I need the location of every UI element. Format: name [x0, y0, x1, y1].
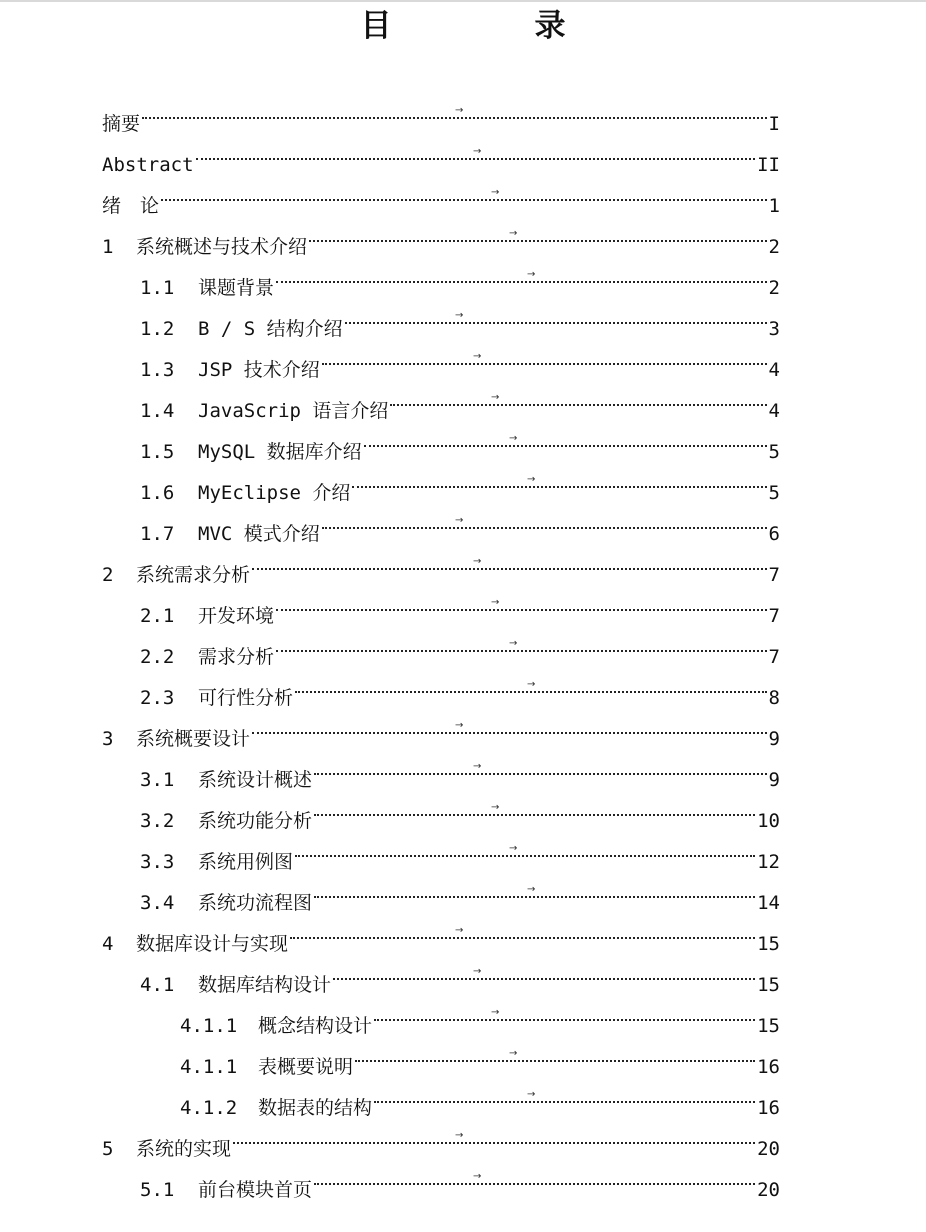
toc-entry-number: 3.1: [140, 769, 175, 791]
toc-entry[interactable]: [102, 909, 780, 955]
toc-entry-label: JSP 技术介绍: [198, 359, 320, 381]
toc-entry[interactable]: [102, 499, 780, 545]
tab-arrow-icon: →: [473, 556, 482, 567]
toc-entry[interactable]: [102, 581, 780, 627]
toc-entry-page: 1: [768, 195, 780, 217]
dot-leader: [252, 540, 767, 581]
toc-entry-page: I: [768, 113, 780, 135]
tab-arrow-icon: →: [491, 392, 500, 403]
toc-entry-page: 9: [768, 769, 780, 791]
toc-entry-page: 3: [768, 318, 780, 340]
toc-entry-page: 8: [768, 687, 780, 709]
dot-leader: [374, 1073, 755, 1114]
tab-arrow-icon: →: [455, 720, 464, 731]
dot-leader: [314, 1155, 755, 1196]
toc-entry[interactable]: [102, 663, 780, 709]
toc-entry[interactable]: [102, 212, 780, 258]
toc-entry-label: 系统功能分析: [198, 810, 313, 832]
dot-leader: [276, 253, 767, 294]
toc-entry-number: 2.1: [140, 605, 175, 627]
dot-leader: [252, 704, 767, 745]
toc-entry-page: 20: [757, 1138, 780, 1160]
tab-arrow-icon: →: [527, 269, 536, 280]
dot-leader: [322, 499, 767, 540]
toc-entry-number: 3: [102, 728, 114, 750]
toc-entry-number: 4.1.2: [180, 1097, 238, 1119]
toc-entry-number: 2.2: [140, 646, 175, 668]
toc-title: 目 录: [360, 8, 622, 44]
toc-entry-page: 7: [768, 605, 780, 627]
dot-leader: [309, 212, 767, 253]
toc-entry-page: 20: [757, 1179, 780, 1201]
dot-leader: [142, 89, 767, 130]
dot-leader: [352, 458, 766, 499]
toc-entry-number: 1.3: [140, 359, 175, 381]
toc-entry-label: 系统设计概述: [198, 769, 313, 791]
toc-entry-page: 6: [768, 523, 780, 545]
toc-entry-page: 2: [768, 277, 780, 299]
page-top-border: [0, 0, 926, 2]
toc-entry-number: 1.6: [140, 482, 175, 504]
tab-arrow-icon: →: [473, 761, 482, 772]
dot-leader: [233, 1114, 755, 1155]
dot-leader: [295, 827, 755, 868]
table-of-contents: [102, 89, 780, 1201]
tab-arrow-icon: →: [527, 1089, 536, 1100]
tab-arrow-icon: →: [527, 474, 536, 485]
toc-entry[interactable]: [102, 745, 780, 791]
toc-entry-label: 系统用例图: [198, 851, 294, 873]
dot-leader: [322, 335, 767, 376]
dot-leader: [314, 745, 767, 786]
toc-entry-label: 数据表的结构: [258, 1097, 373, 1119]
toc-entry[interactable]: [102, 294, 780, 340]
toc-entry-number: 1: [102, 236, 114, 258]
toc-entry-number: 1.1: [140, 277, 175, 299]
toc-entry-number: 1.5: [140, 441, 175, 463]
toc-entry-label: 概念结构设计: [258, 1015, 373, 1037]
dot-leader: [355, 1032, 755, 1073]
toc-entry[interactable]: [102, 1155, 780, 1201]
dot-leader: [290, 909, 755, 950]
toc-entry-page: II: [757, 154, 780, 176]
tab-arrow-icon: →: [491, 802, 500, 813]
dot-leader: [314, 786, 755, 827]
tab-arrow-icon: →: [455, 925, 464, 936]
tab-arrow-icon: →: [491, 1007, 500, 1018]
toc-entry-label: 摘要: [102, 113, 141, 135]
tab-arrow-icon: →: [527, 679, 536, 690]
toc-entry-page: 16: [757, 1056, 780, 1078]
dot-leader: [276, 581, 767, 622]
tab-arrow-icon: →: [509, 433, 518, 444]
toc-entry[interactable]: [102, 827, 780, 873]
toc-entry[interactable]: [102, 991, 780, 1037]
toc-entry-label: 表概要说明: [258, 1056, 354, 1078]
toc-entry-page: 14: [757, 892, 780, 914]
toc-entry[interactable]: [102, 868, 780, 914]
dot-leader: [364, 417, 767, 458]
toc-entry[interactable]: [102, 89, 780, 135]
toc-entry-label: 系统的实现: [136, 1138, 232, 1160]
toc-entry-number: 5.1: [140, 1179, 175, 1201]
toc-entry-page: 15: [757, 974, 780, 996]
toc-entry-page: 12: [757, 851, 780, 873]
tab-arrow-icon: →: [455, 105, 464, 116]
tab-arrow-icon: →: [509, 228, 518, 239]
toc-entry-number: 1.2: [140, 318, 175, 340]
dot-leader: [196, 130, 756, 171]
tab-arrow-icon: →: [455, 1130, 464, 1141]
toc-entry-label: 系统概要设计: [136, 728, 251, 750]
tab-arrow-icon: →: [491, 187, 500, 198]
toc-entry-label: 系统概述与技术介绍: [136, 236, 308, 258]
toc-entry-label: 系统功流程图: [198, 892, 313, 914]
toc-entry-number: 4.1.1: [180, 1015, 238, 1037]
toc-entry-number: 4.1.1: [180, 1056, 238, 1078]
dot-leader: [345, 294, 767, 335]
tab-arrow-icon: →: [509, 843, 518, 854]
dot-leader: [295, 663, 767, 704]
toc-entry-label: MyEclipse 介绍: [198, 482, 351, 504]
toc-entry[interactable]: [102, 704, 780, 750]
toc-entry-page: 7: [768, 646, 780, 668]
toc-entry-page: 5: [768, 441, 780, 463]
toc-entry[interactable]: [102, 417, 780, 463]
toc-entry[interactable]: [102, 1073, 780, 1119]
toc-entry[interactable]: [102, 1032, 780, 1078]
tab-arrow-icon: →: [491, 597, 500, 608]
toc-entry-page: 4: [768, 400, 780, 422]
tab-arrow-icon: →: [509, 638, 518, 649]
toc-entry-number: 5: [102, 1138, 114, 1160]
toc-entry[interactable]: [102, 540, 780, 586]
toc-entry[interactable]: [102, 253, 780, 299]
toc-entry-number: 3.4: [140, 892, 175, 914]
toc-entry-page: 15: [757, 1015, 780, 1037]
tab-arrow-icon: →: [473, 966, 482, 977]
toc-entry-label: B / S 结构介绍: [198, 318, 343, 340]
toc-entry-page: 16: [757, 1097, 780, 1119]
toc-entry-label: 绪 论: [102, 195, 160, 217]
dot-leader: [374, 991, 755, 1032]
toc-entry-page: 2: [768, 236, 780, 258]
toc-entry-page: 10: [757, 810, 780, 832]
tab-arrow-icon: →: [509, 1048, 518, 1059]
toc-entry-label: MVC 模式介绍: [198, 523, 320, 545]
toc-entry-number: 3.3: [140, 851, 175, 873]
toc-entry-number: 1.4: [140, 400, 175, 422]
tab-arrow-icon: →: [455, 515, 464, 526]
tab-arrow-icon: →: [527, 884, 536, 895]
dot-leader: [276, 622, 767, 663]
toc-entry[interactable]: [102, 786, 780, 832]
toc-entry-page: 7: [768, 564, 780, 586]
tab-arrow-icon: →: [473, 351, 482, 362]
toc-entry-label: 系统需求分析: [136, 564, 251, 586]
toc-entry-label: Abstract: [102, 154, 194, 176]
toc-entry-number: 1.7: [140, 523, 175, 545]
toc-entry[interactable]: [102, 1114, 780, 1160]
toc-entry-page: 4: [768, 359, 780, 381]
toc-entry[interactable]: [102, 335, 780, 381]
toc-entry-number: 3.2: [140, 810, 175, 832]
toc-entry-number: 2.3: [140, 687, 175, 709]
toc-entry-label: 开发环境: [198, 605, 275, 627]
toc-entry-label: 数据库结构设计: [198, 974, 332, 996]
dot-leader: [314, 868, 755, 909]
toc-entry[interactable]: [102, 622, 780, 668]
toc-entry-number: 4: [102, 933, 114, 955]
toc-entry[interactable]: [102, 950, 780, 996]
toc-entry-label: 可行性分析: [198, 687, 294, 709]
tab-arrow-icon: →: [455, 310, 464, 321]
dot-leader: [333, 950, 755, 991]
tab-arrow-icon: →: [473, 146, 482, 157]
toc-entry-page: 5: [768, 482, 780, 504]
toc-entry[interactable]: [102, 130, 780, 176]
toc-entry-label: MySQL 数据库介绍: [198, 441, 362, 463]
toc-entry-label: 前台模块首页: [198, 1179, 313, 1201]
toc-entry-number: 4.1: [140, 974, 175, 996]
toc-entry-label: 课题背景: [198, 277, 275, 299]
toc-entry-label: 需求分析: [198, 646, 275, 668]
toc-entry-label: JavaScrip 语言介绍: [198, 400, 389, 422]
toc-entry-page: 9: [768, 728, 780, 750]
toc-entry-label: 数据库设计与实现: [136, 933, 289, 955]
dot-leader: [390, 376, 766, 417]
dot-leader: [161, 171, 767, 212]
toc-entry-page: 15: [757, 933, 780, 955]
toc-entry-number: 2: [102, 564, 114, 586]
toc-entry[interactable]: [102, 171, 780, 217]
tab-arrow-icon: →: [473, 1171, 482, 1182]
toc-entry[interactable]: [102, 376, 780, 422]
toc-entry[interactable]: [102, 458, 780, 504]
